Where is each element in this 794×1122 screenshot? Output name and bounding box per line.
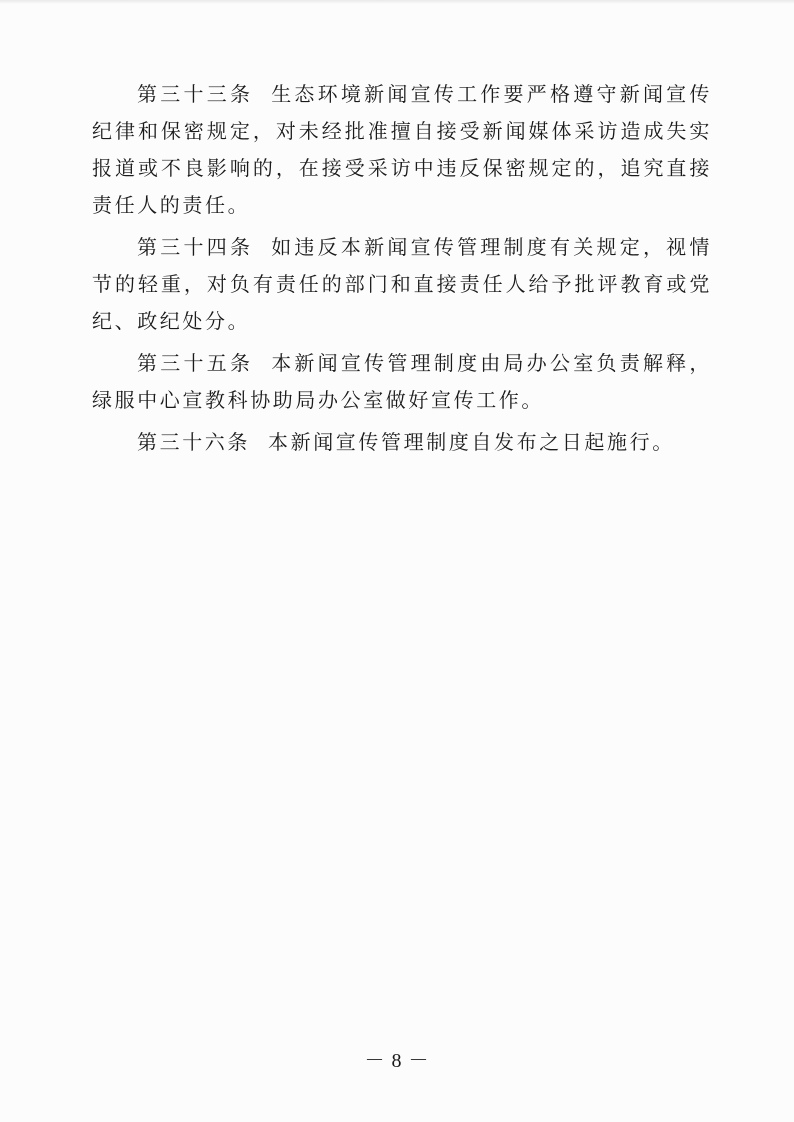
article-number: 第三十四条 (137, 235, 254, 259)
document-body (92, 76, 712, 466)
scan-edge (0, 0, 794, 4)
article-36 (92, 424, 712, 461)
article-33 (92, 76, 712, 224)
article-number: 第三十六条 (137, 430, 250, 454)
article-number: 第三十五条 (137, 351, 254, 375)
article-35 (92, 345, 712, 419)
article-text: 本新闻宣传管理制度由局办公室负责解释，绿服中心宣教科协助局办公室做好宣传工作。 (92, 351, 713, 412)
article-text: 生态环境新闻宣传工作要严格遵守新闻宣传纪律和保密规定，对未经批准擅自接受新闻媒体采访造成失实报道或不良影响的，在接受采访中违反保密规定的，追究直接责任人的责任。 (92, 82, 713, 217)
article-34 (92, 229, 712, 340)
article-text: 本新闻宣传管理制度自发布之日起施行。 (268, 430, 675, 454)
page-number: － 8 － (364, 1050, 430, 1072)
article-text: 如违反本新闻宣传管理制度有关规定，视情节的轻重，对负有责任的部门和直接责任人给予批评教育或党纪、政纪处分。 (92, 235, 713, 333)
article-number: 第三十三条 (137, 82, 254, 106)
